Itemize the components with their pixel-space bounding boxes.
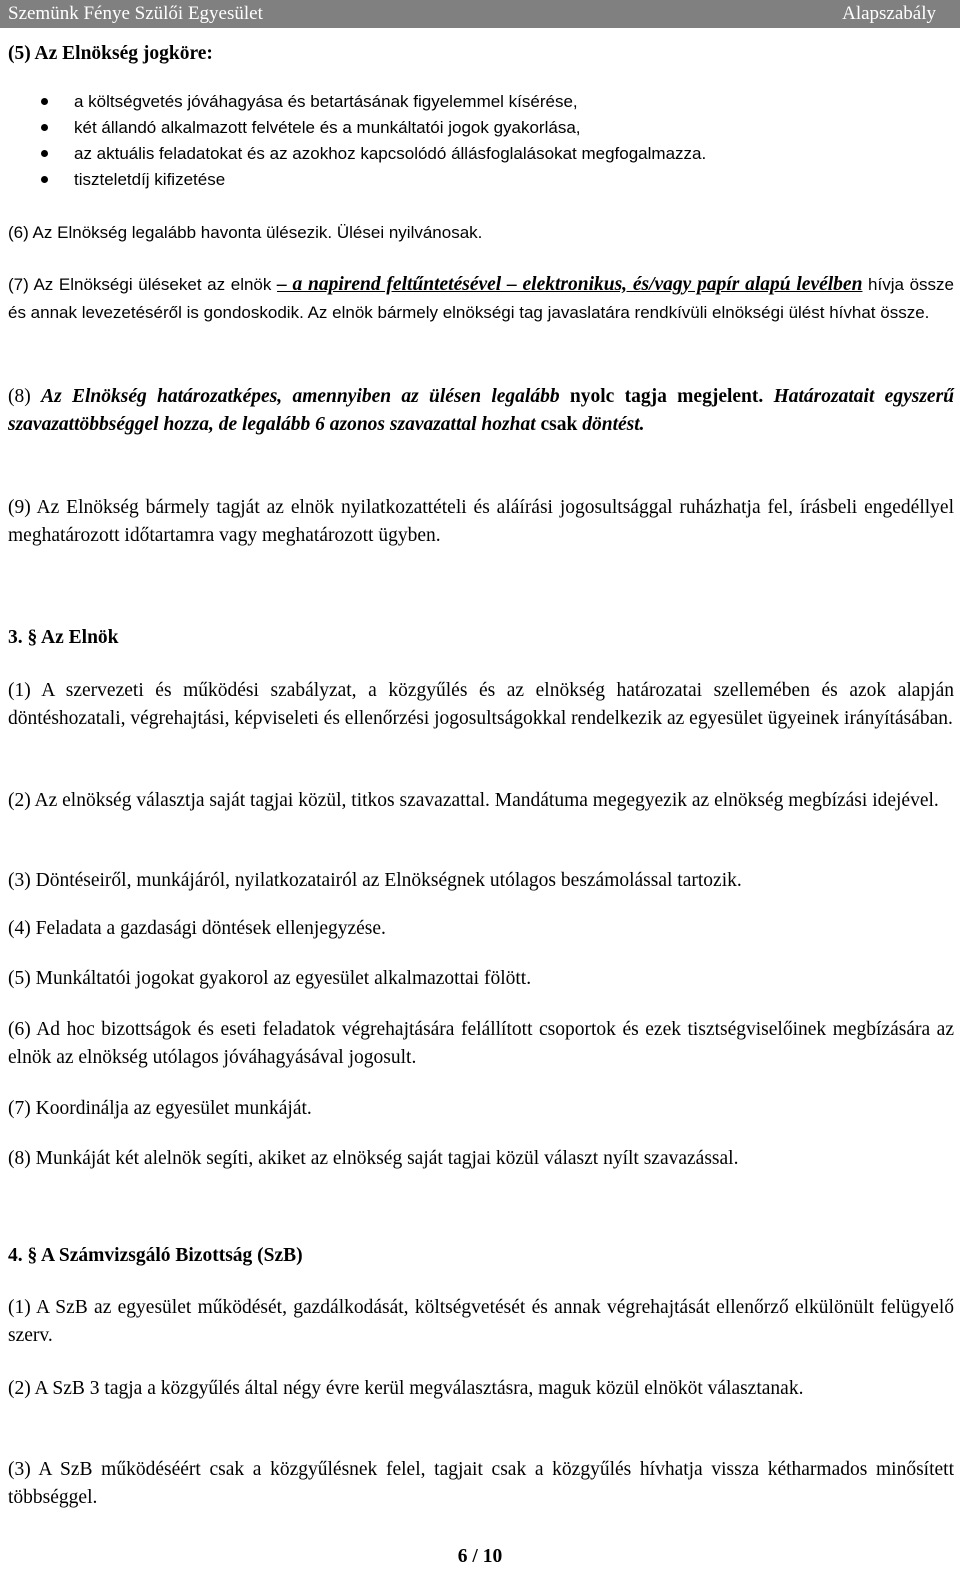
section-4-paragraph-3: (3) A SzB működéséért csak a közgyűlésnek felel, tagjait csak a közgyűlés hívhatja vissza kétharmados minősített többséggel.	[8, 1459, 954, 1508]
section-3-paragraph-6: (6) Ad hoc bizottságok és eseti feladatok végrehajtására felállított csoportok és ezek tisztségviselőinek megbízására az elnök az elnökség utólagos jóváhagyásával jogosult.	[8, 1019, 954, 1068]
bullet-icon	[41, 150, 48, 157]
bullet-icon	[41, 98, 48, 105]
list-item: tiszteletdíj kifizetése	[8, 167, 954, 193]
paragraph-7-emphasis: – a napirend feltűntetésével – elektronikus, és/vagy papír alapú levélben	[277, 274, 863, 295]
paragraph-7: (7) Az Elnökségi üléseket az elnök – a napirend feltűntetésével – elektronikus, és/vagy papír alapú levélben hívja össze és annak levezetéséről is gondoskodik. Az elnök bármely elnökségi tag javaslatára rendkívüli elnökségi ülést hívhat össze.	[8, 274, 954, 322]
bullet-list	[8, 89, 954, 193]
list-item: két állandó alkalmazott felvétele és a munkáltatói jogok gyakorlása,	[8, 115, 954, 141]
header-doc-title: Alapszabály	[842, 3, 936, 24]
section-3-paragraph-8: (8) Munkáját két alelnök segíti, akiket az elnökség saját tagjai közül választ nyílt szavazással.	[8, 1148, 739, 1169]
page-header	[0, 0, 960, 28]
section-4-heading: 4. § A Számvizsgáló Bizottság (SzB)	[8, 1245, 303, 1266]
section-3-heading: 3. § Az Elnök	[8, 627, 119, 648]
section-4-paragraph-1: (1) A SzB az egyesület működését, gazdálkodását, költségvetését és annak végrehajtását ellenőrző elkülönült felügyelő szerv.	[8, 1297, 954, 1346]
section-3-paragraph-3: (3) Döntéseiről, munkájáról, nyilatkozatairól az Elnökségnek utólagos beszámolással tartozik.	[8, 870, 742, 891]
section-3-paragraph-2: (2) Az elnökség választja saját tagjai közül, titkos szavazattal. Mandátuma megegyezik az elnökség megbízási idejével.	[8, 790, 939, 811]
paragraph-8: (8) Az Elnökség határozatképes, amennyiben az ülésen legalább nyolc tagja megjelent. Határozatait egyszerű szavazattöbbséggel hozza, de legalább 6 azonos szavazattal hozhat csak döntést.	[8, 386, 954, 435]
paragraph-9: (9) Az Elnökség bármely tagját az elnök nyilatkozattételi és aláírási jogosultsággal ruházhatja fel, írásbeli engedéllyel meghatározott időtartamra vagy meghatározott ügyben.	[8, 497, 954, 546]
section-3-paragraph-5: (5) Munkáltatói jogokat gyakorol az egyesület alkalmazottai fölött.	[8, 968, 532, 989]
section-5-title: (5) Az Elnökség jogköre:	[8, 43, 213, 64]
page-number: 6 / 10	[457, 1546, 503, 1567]
header-org: Szemünk Fénye Szülői Egyesület	[8, 3, 263, 24]
section-4-paragraph-2: (2) A SzB 3 tagja a közgyűlés által négy évre kerül megválasztásra, maguk közül elnököt választanak.	[8, 1378, 804, 1399]
section-3-paragraph-7: (7) Koordinálja az egyesület munkáját.	[8, 1098, 312, 1119]
section-3-paragraph-1: (1) A szervezeti és működési szabályzat, a közgyűlés és az elnökség határozatai szellemében és azok alapján döntéshozatali, végrehajtási, képviseleti és ellenőrzési jogosultságokkal rendelkezik az egyesület ügyeinek irányításában.	[8, 680, 954, 729]
list-item: a költségvetés jóváhagyása és betartásának figyelemmel kísérése,	[8, 89, 954, 115]
bullet-icon	[41, 176, 48, 183]
section-3-paragraph-4: (4) Feladata a gazdasági döntések ellenjegyzése.	[8, 918, 386, 939]
list-item: az aktuális feladatokat és az azokhoz kapcsolódó állásfoglalásokat megfogalmazza.	[8, 141, 954, 167]
paragraph-6: (6) Az Elnökség legalább havonta ülésezik. Ülései nyilvánosak.	[8, 223, 483, 242]
bullet-icon	[41, 124, 48, 131]
